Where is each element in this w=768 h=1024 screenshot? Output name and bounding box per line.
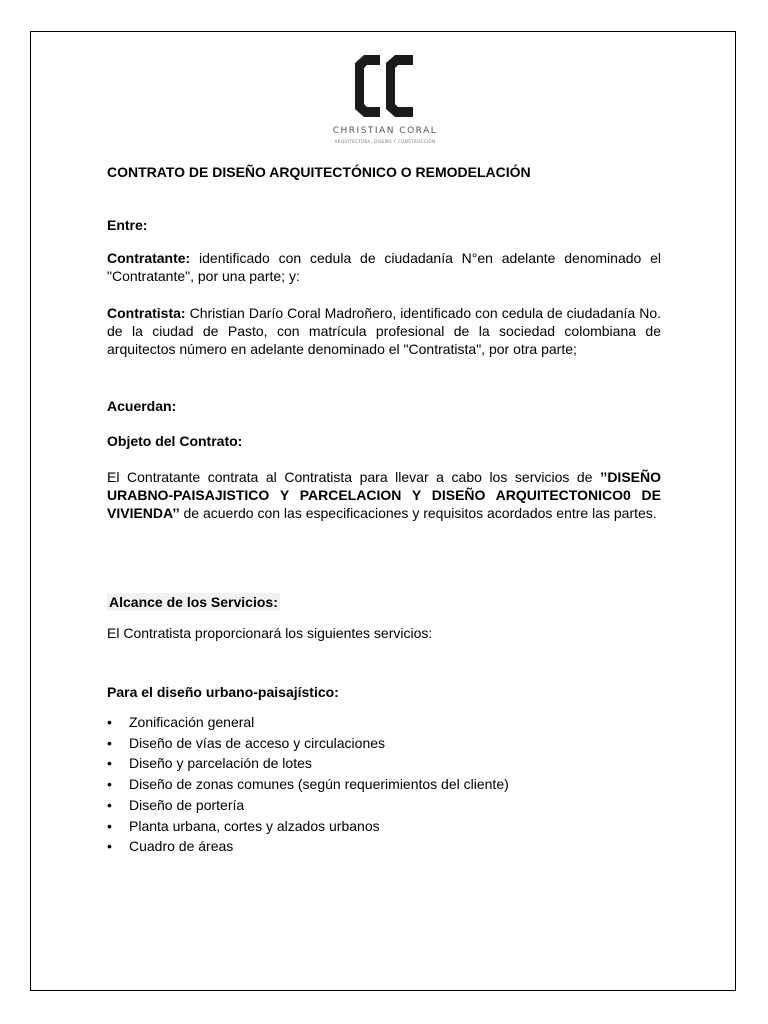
document-title: CONTRATO DE DISEÑO ARQUITECTÓNICO O REMODELACIÓN bbox=[107, 164, 531, 180]
company-logo bbox=[320, 48, 450, 150]
entre-heading: Entre: bbox=[107, 217, 148, 233]
bullet-icon: • bbox=[107, 734, 112, 751]
bullet-icon: • bbox=[107, 714, 112, 730]
contratista-paragraph bbox=[107, 304, 661, 358]
cc-monogram-icon bbox=[350, 53, 420, 119]
list-item: • Diseño de portería bbox=[107, 795, 661, 816]
list-item: • Diseño y parcelación de lotes bbox=[107, 753, 661, 774]
alcance-heading-text: Alcance de los Servicios: bbox=[109, 594, 278, 610]
contratante-label: Contratante: bbox=[107, 250, 191, 266]
acuerdan-heading: Acuerdan: bbox=[107, 398, 177, 414]
objeto-text-after: de acuerdo con las especificaciones y requisitos acordados entre las partes. bbox=[179, 505, 657, 521]
list-item: • Planta urbana, cortes y alzados urbanos bbox=[107, 816, 661, 837]
alcance-text: El Contratista proporcionará los siguientes servicios: bbox=[107, 625, 433, 641]
objeto-text-before: El Contratante contrata al Contratista para llevar a cabo los servicios de bbox=[107, 469, 601, 485]
list-item: • Zonificación general bbox=[107, 712, 661, 733]
contratista-text: Christian Darío Coral Madroñero, identificado con cedula de ciudadanía No. de la ciudad de Pasto, con matrícula profesional de la sociedad colombiana de arquitectos número en adelante denominado el "Contratista", por otra parte; bbox=[107, 305, 661, 357]
logo-tagline: ARQUITECTURA, DISEÑO Y CONSTRUCCIÓN bbox=[334, 139, 436, 144]
contratante-paragraph bbox=[107, 249, 661, 285]
list-item: • Diseño de zonas comunes (según requerimientos del cliente) bbox=[107, 774, 661, 795]
objeto-service-name: ’’DISEÑO URABNO-PAISAJISTICO Y PARCELACION Y DISEÑO ARQUITECTONICO0 DE VIVIENDA’’ bbox=[107, 469, 661, 521]
list-item: • Diseño de vías de acceso y circulaciones bbox=[107, 733, 661, 754]
list-item: • Cuadro de áreas bbox=[107, 836, 661, 857]
urbano-services-list bbox=[107, 712, 661, 857]
objeto-paragraph bbox=[107, 468, 661, 522]
bullet-icon: • bbox=[107, 817, 112, 834]
contratante-text: identificado con cedula de ciudadanía N°en adelante denominado el "Contratante", por una parte; y: bbox=[107, 250, 661, 284]
logo-company-name: CHRISTIAN CORAL bbox=[332, 126, 438, 136]
alcance-heading bbox=[107, 593, 661, 611]
urbano-heading: Para el diseño urbano-paisajístico: bbox=[107, 684, 339, 700]
contratista-label: Contratista: bbox=[107, 305, 186, 321]
bullet-icon: • bbox=[107, 776, 112, 793]
bullet-icon: • bbox=[107, 796, 112, 813]
objeto-heading: Objeto del Contrato: bbox=[107, 433, 243, 449]
bullet-icon: • bbox=[107, 755, 112, 772]
bullet-icon: • bbox=[107, 838, 112, 855]
